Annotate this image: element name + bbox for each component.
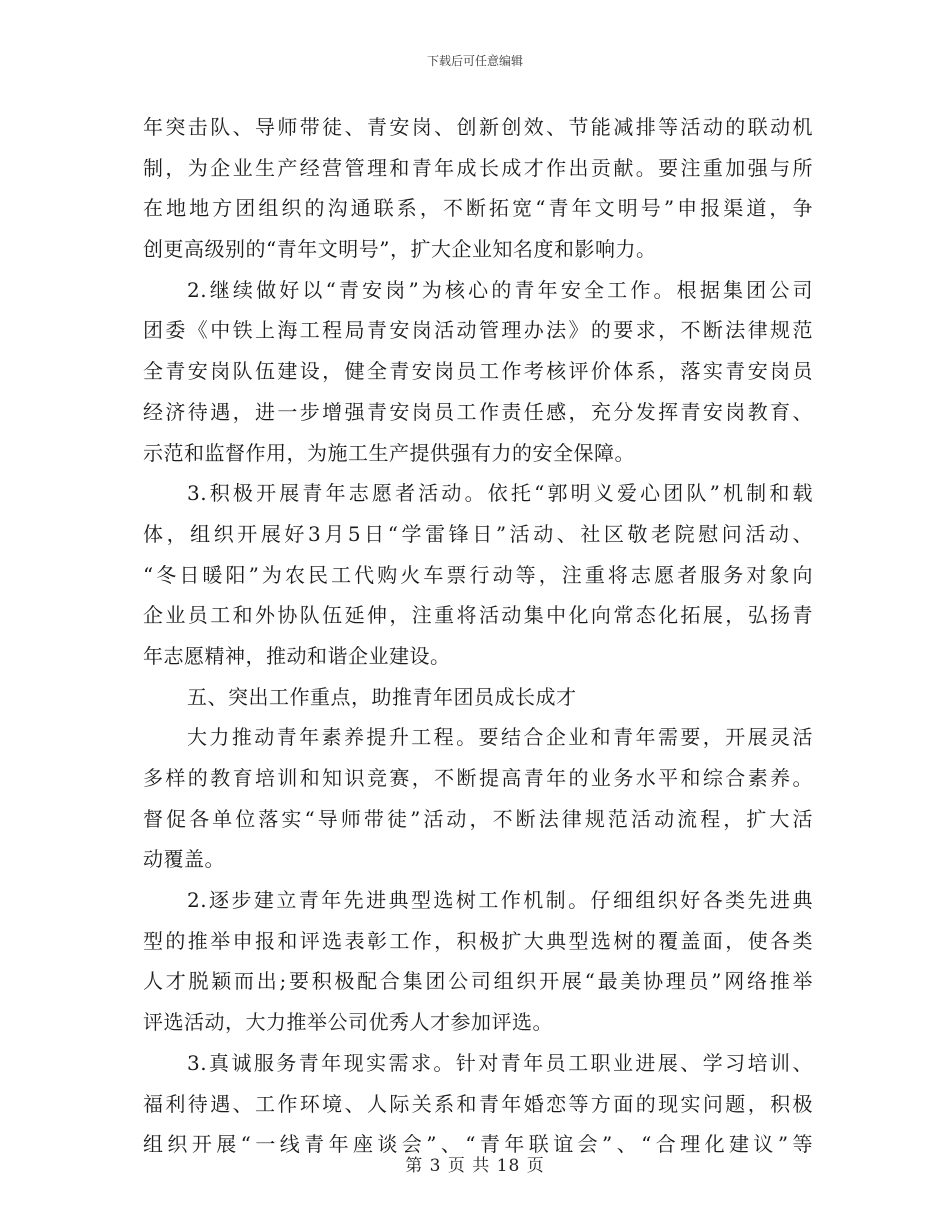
document-body [143, 107, 813, 1165]
text-line: 多样的教育培训和知识竞赛，不断提高青年的业务水平和综合素养。 [143, 766, 813, 790]
text-line: 组织开展“一线青年座谈会”、“青年联谊会”、“合理化建议”等 [143, 1132, 813, 1157]
text-line: 3.真诚服务青年现实需求。针对青年员工职业进展、学习培训、 [187, 1050, 813, 1075]
text-line: 大力推动青年素养提升工程。要结合企业和青年需要，开展灵活 [187, 725, 813, 750]
text-line: 在地地方团组织的沟通联系，不断拓宽“青年文明号”申报渠道，争 [143, 196, 813, 221]
text-line: 福利待遇、工作环境、人际关系和青年婚恋等方面的现实问题，积极 [143, 1091, 813, 1116]
text-line: 示范和监督作用，为施工生产提供强有力的安全保障。 [143, 440, 635, 465]
text-line: 3.积极开展青年志愿者活动。依托“郭明义爱心团队”机制和载 [187, 481, 813, 506]
text-line: 创更高级别的“青年文明号”，扩大企业知名度和影响力。 [143, 237, 657, 262]
page-number-footer: 第 3 页 共 18 页 [405, 1156, 545, 1176]
text-line: 体，组织开展好3月5日“学雷锋日”活动、社区敬老院慰问活动、 [143, 521, 813, 546]
section-heading: 五、突出工作重点，助推青年团员成长成才 [187, 684, 577, 709]
text-line: 型的推举申报和评选表彰工作，积极扩大典型选树的覆盖面，使各类 [143, 928, 813, 953]
text-line: 团委《中铁上海工程局青安岗活动管理办法》的要求，不断法律规范 [143, 318, 813, 343]
text-line: 人才脱颖而出;要积极配合集团公司组织开展“最美协理员”网络推举 [143, 969, 813, 994]
page-header-note: 下载后可任意编辑 [426, 54, 523, 68]
text-line: 企业员工和外协队伍延伸，注重将活动集中化向常态化拓展，弘扬青 [143, 603, 813, 628]
text-line: 动覆盖。 [143, 847, 225, 872]
text-line: 制，为企业生产经营管理和青年成长成才作出贡献。要注重加强与所 [143, 155, 813, 180]
text-line: 全青安岗队伍建设，健全青安岗员工作考核评价体系，落实青安岗员 [143, 359, 813, 384]
text-line: 督促各单位落实“导师带徒”活动，不断法律规范活动流程，扩大活 [143, 806, 813, 831]
text-line: 经济待遇，进一步增强青安岗员工作责任感，充分发挥青安岗教育、 [143, 399, 813, 424]
text-line: 2.逐步建立青年先进典型选树工作机制。仔细组织好各类先进典 [187, 888, 813, 913]
text-line: 2.继续做好以“青安岗”为核心的青年安全工作。根据集团公司 [187, 277, 813, 302]
text-line: 年突击队、导师带徒、青安岗、创新创效、节能减排等活动的联动机 [143, 115, 813, 139]
text-line: 年志愿精神，推动和谐企业建设。 [143, 643, 451, 668]
text-line: 评选活动，大力推举公司优秀人才参加评选。 [143, 1010, 553, 1035]
text-line: “冬日暖阳”为农民工代购火车票行动等，注重将志愿者服务对象向 [143, 562, 813, 587]
